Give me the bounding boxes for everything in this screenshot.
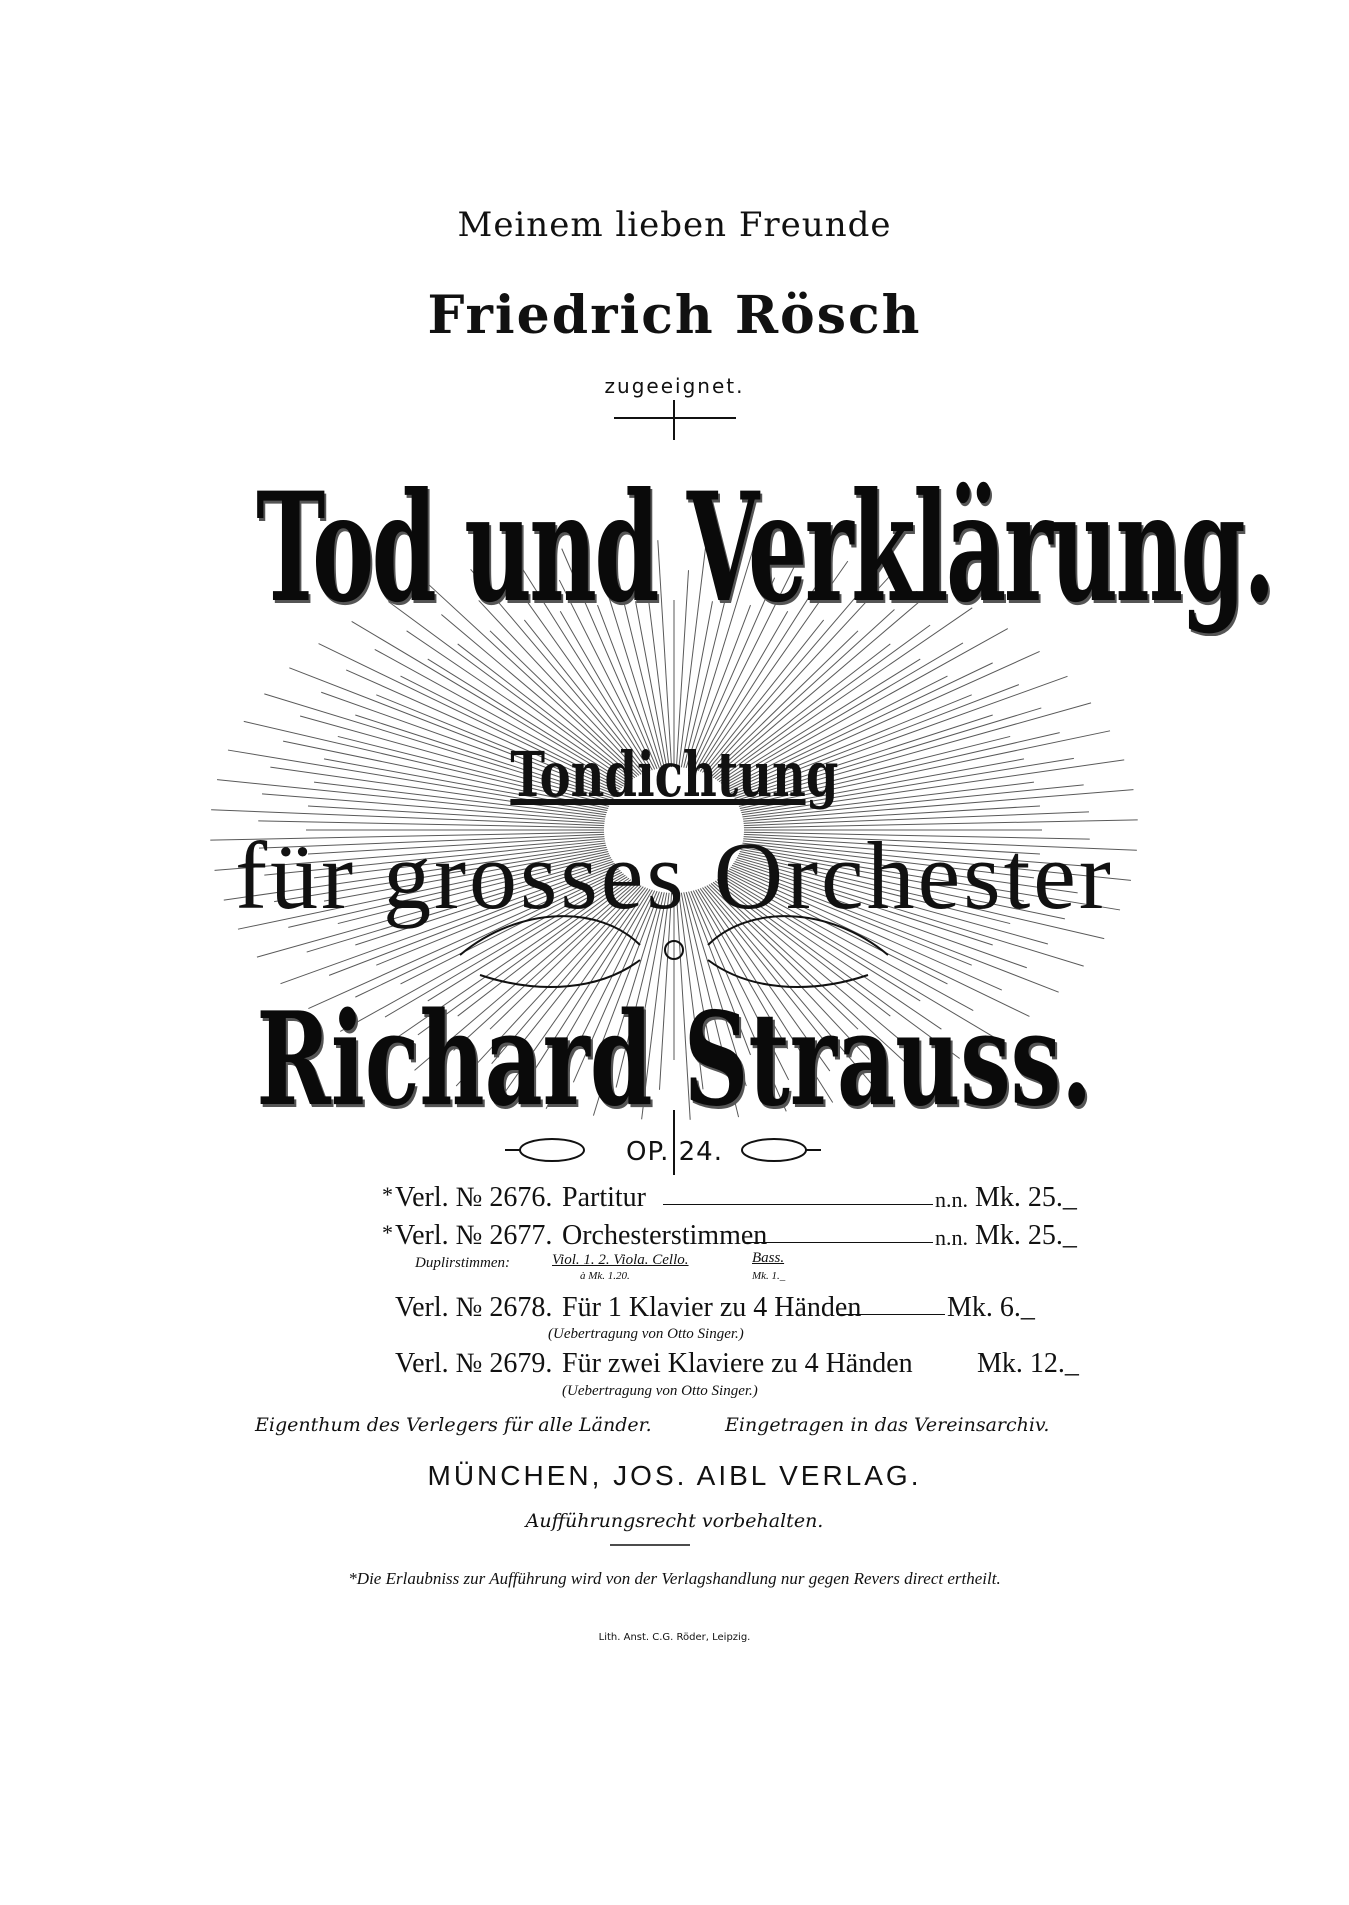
scoring-line: für grosses Orchester [235, 822, 1114, 929]
leader-dots [663, 1182, 933, 1205]
arrangement-note: (Uebertragung von Otto Singer.) [548, 1326, 744, 1342]
edition-price: Mk. 25._ [975, 1182, 1077, 1213]
property-notice: Eigenthum des Verlegers für alle Länder. [255, 1414, 652, 1436]
dedication-line: Meinem lieben Freunde [457, 205, 892, 245]
work-title: Tod und Verklärung. [256, 460, 1274, 636]
work-subtitle: Tondichtung [510, 738, 839, 811]
edition-star: * [382, 1182, 393, 1207]
lithographer-credit: Lith. Anst. C.G. Röder, Leipzig. [598, 1632, 751, 1643]
registration-notice: Eingetragen in das Vereinsarchiv. [725, 1414, 1050, 1436]
edition-item: Für 1 Klavier zu 4 Händen [562, 1292, 862, 1323]
edition-number: Verl. № 2676. [395, 1182, 553, 1213]
performance-rights: Aufführungsrecht vorbehalten. [525, 1510, 824, 1532]
duplicate-strings-price: à Mk. 1.20. [580, 1270, 630, 1282]
opus-number: OP. 24. [626, 1137, 723, 1167]
edition-number: Verl. № 2677. [395, 1220, 553, 1251]
edition-price: Mk. 25._ [975, 1220, 1077, 1251]
edition-price: Mk. 6._ [947, 1292, 1035, 1323]
edition-number: Verl. № 2679. [395, 1348, 553, 1379]
duplicate-bass: Bass. [752, 1250, 785, 1266]
edition-price: Mk. 12._ [977, 1348, 1079, 1379]
publisher-line: MÜNCHEN, JOS. AIBL VERLAG. [427, 1460, 922, 1491]
dedicatee-name: Friedrich Rösch [427, 285, 922, 346]
edition-item: Orchesterstimmen [562, 1220, 768, 1251]
footnote: *Die Erlaubniss zur Aufführung wird von der Verlagshandlung nur gegen Revers direct ertheilt. [348, 1569, 1001, 1588]
duplicate-strings: Viol. 1. 2. Viola. Cello. [552, 1252, 689, 1268]
edition-number: Verl. № 2678. [395, 1292, 553, 1323]
edition-net: n.n. [935, 1187, 968, 1212]
edition-item: Partitur [562, 1182, 646, 1213]
dedicated-word: zugeeignet. [604, 374, 745, 398]
arrangement-note: (Uebertragung von Otto Singer.) [562, 1383, 758, 1399]
leader-dots [745, 1220, 933, 1243]
duplicate-bass-price: Mk. 1._ [752, 1270, 786, 1282]
composer-name: Richard Strauss. [256, 985, 1093, 1135]
leader-dots [837, 1292, 945, 1315]
duplicate-parts-label: Duplirstimmen: [415, 1255, 510, 1271]
edition-star: * [382, 1220, 393, 1245]
edition-net: n.n. [935, 1225, 968, 1250]
edition-item: Für zwei Klaviere zu 4 Händen [562, 1348, 913, 1379]
